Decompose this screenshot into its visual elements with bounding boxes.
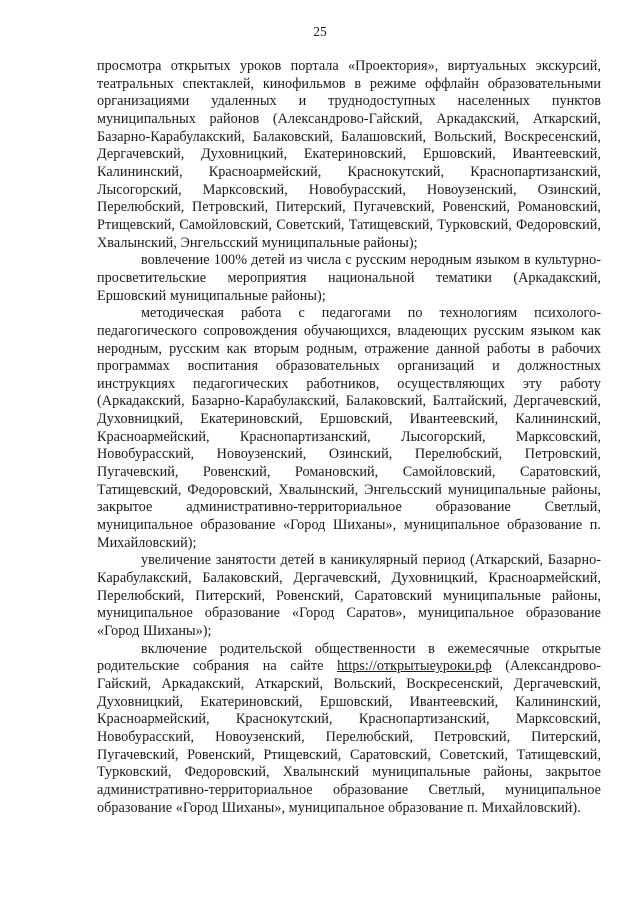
paragraph-methodical-work: методическая работа с педагогами по технологиям психолого-педагогического сопровождения обучающихся, владеющих русским языком как неродным, русским как вторым родным, отражение данной работы в рабочих программах воспитания образовательных организаций и должностных инструкциях педагогических работников, осуществляющих эту работу (Аркадакский, Базарно-Карабулакский, Балаковский, Балтайский, Дергачевский, Духовницкий, Екатериновский, Ершовский, Ивантеевский, Калининский, Красноармейский, Краснопартизанский, Лысогорский, Марксовский, Новобурасский, Новоузенский, Озинский, Перелюбский, Петровский, Пугачевский, Ровенский, Романовский, Самойловский, Саратовский, Татищевский, Федоровский, Хвалынский, Энгельсский муниципальные районы, закрытое административно-территориальное образование Светлый, муниципальное образование «Город Шиханы», муниципальное образование п. Михайловский); — [97, 305, 601, 551]
open-lessons-site-link[interactable]: https://открытыеуроки.рф — [337, 658, 492, 675]
paragraph-cultural-events: вовлечение 100% детей из числа с русским неродным языком в культурно-просветительские мероприятия национальной тематики (Аркадакский, Ершовский муниципальные районы); — [97, 252, 601, 304]
paragraph-vacation-employment: увеличение занятости детей в каникулярный период (Аткарский, Базарно-Карабулакский, Балаковский, Дергачевский, Духовницкий, Красноармейский, Перелюбский, Питерский, Ровенский, Саратовский муниципальные районы, муниципальное образование «Город Саратов», муниципальное образование «Город Шиханы»); — [97, 552, 601, 639]
paragraph-parent-meetings — [97, 641, 601, 818]
parent-meetings-text-before: включение родительской общественности в ежемесячные открытые родительские собрания на сайте — [97, 640, 601, 675]
parent-meetings-text-after: (Александрово-Гайский, Аркадакский, Аткарский, Вольский, Воскресенский, Дергачевский, Духовницкий, Екатериновский, Ершовский, Ивантеевский, Калининский, Красноармейский, Краснокутский, Краснопартизанский, Марксовский, Новобурасский, Новоузенский, Перелюбский, Петровский, Питерский, Пугачевский, Ровенский, Ртищевский, Саратовский, Советский, Татищевский, Турковский, Федоровский, Хвалынский муниципальные районы, закрытое административно-территориальное образование Светлый, муниципальное образование «Город Шиханы», муниципальное образование п. Михайловский). — [97, 658, 601, 816]
page-number: 25 — [313, 24, 327, 39]
document-body — [97, 58, 601, 817]
paragraph-offline-lessons: просмотра открытых уроков портала «Проектория», виртуальных экскурсий, театральных спектаклей, кинофильмов в режиме оффлайн образовательными организациями удаленных и труднодоступных населенных пунктов муниципальных районов (Александрово-Гайский, Аркадакский, Аткарский, Базарно-Карабулакский, Балаковский, Балашовский, Вольский, Воскресенский, Дергачевский, Духовницкий, Екатериновский, Ершовский, Ивантеевский, Калининский, Красноармейский, Краснокутский, Краснопартизанский, Лысогорский, Марксовский, Новобурасский, Новоузенский, Озинский, Перелюбский, Петровский, Питерский, Пугачевский, Ровенский, Романовский, Ртищевский, Самойловский, Советский, Татищевский, Турковский, Федоровский, Хвалынский, Энгельсский муниципальные районы); — [97, 58, 601, 251]
